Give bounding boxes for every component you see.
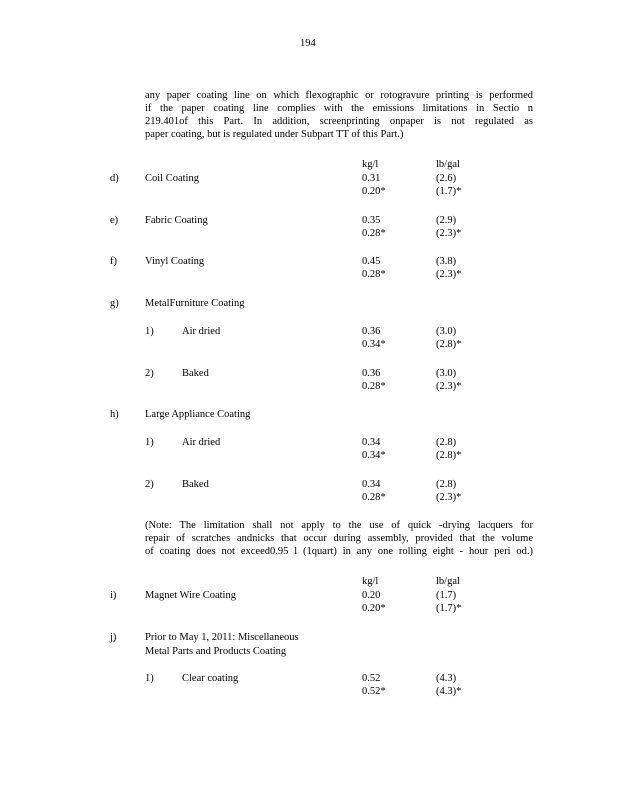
lb-value: (2.8) xyxy=(436,479,457,490)
kg-value: 0.20* xyxy=(362,186,386,197)
item-name-coil-coating: Coil Coating xyxy=(145,173,199,184)
kg-value: 0.31 xyxy=(362,173,381,184)
item-letter-g: g) xyxy=(110,298,119,309)
sub-number: 2) xyxy=(145,479,154,490)
sub-name-air-dried: Air dried xyxy=(182,326,221,337)
kg-value: 0.28* xyxy=(362,269,386,280)
kg-value: 0.34* xyxy=(362,339,386,350)
lb-value: (2.6) xyxy=(436,173,457,184)
kg-value: 0.28* xyxy=(362,381,386,392)
lb-value: (2.3)* xyxy=(436,381,462,392)
sub-number: 1) xyxy=(145,326,154,337)
item-letter-d: d) xyxy=(110,173,119,184)
kg-value: 0.34* xyxy=(362,450,386,461)
lb-value: (2.8) xyxy=(436,437,457,448)
item-letter-i: i) xyxy=(110,590,117,601)
kg-value: 0.36 xyxy=(362,326,381,337)
lb-value: (2.8)* xyxy=(436,450,462,461)
item-letter-j: j) xyxy=(110,632,117,643)
lb-value: (4.3)* xyxy=(436,686,462,697)
kg-value: 0.52* xyxy=(362,686,386,697)
kg-value: 0.34 xyxy=(362,479,381,490)
kg-value: 0.20* xyxy=(362,603,386,614)
lb-value: (2.3)* xyxy=(436,269,462,280)
item-letter-h: h) xyxy=(110,409,119,420)
sub-name-baked: Baked xyxy=(182,368,209,379)
intro-line: paper coating, but is regulated under Subpart TT of this Part.) xyxy=(145,129,404,140)
note-line: of coating does not exceed0.95 l (1quart) in any one rolling eight - hour peri od.) xyxy=(145,546,533,557)
kg-value: 0.45 xyxy=(362,256,381,267)
kg-column-header: kg/l xyxy=(362,576,379,587)
kg-column-header: kg/l xyxy=(362,159,379,170)
sub-name-baked: Baked xyxy=(182,479,209,490)
lb-column-header: lb/gal xyxy=(436,159,460,170)
lb-value: (2.9) xyxy=(436,215,457,226)
kg-value: 0.52 xyxy=(362,673,381,684)
intro-line: if the paper coating line complies with the emissions limitations in Sectio n xyxy=(145,103,533,114)
intro-line: any paper coating line on which flexographic or rotogravure printing is performed xyxy=(145,90,533,101)
lb-column-header: lb/gal xyxy=(436,576,460,587)
page-number: 194 xyxy=(300,38,316,49)
sub-name-air-dried: Air dried xyxy=(182,437,221,448)
item-name-magnet-wire-coating: Magnet Wire Coating xyxy=(145,590,236,601)
item-name-large-appliance-coating: Large Appliance Coating xyxy=(145,409,251,420)
item-name-misc-metal-parts-line2: Metal Parts and Products Coating xyxy=(145,646,287,657)
lb-value: (1.7)* xyxy=(436,186,462,197)
note-line: (Note: The limitation shall not apply to the use of quick -drying lacquers for xyxy=(145,520,533,531)
item-letter-f: f) xyxy=(110,256,117,267)
intro-line: 219.401of this Part. In addition, screenprinting onpaper is not regulated as xyxy=(145,116,533,127)
intro-paragraph xyxy=(145,89,533,141)
lb-value: (2.3)* xyxy=(436,492,462,503)
kg-value: 0.34 xyxy=(362,437,381,448)
lb-value: (3.8) xyxy=(436,256,457,267)
sub-number: 2) xyxy=(145,368,154,379)
lb-value: (2.8)* xyxy=(436,339,462,350)
lb-value: (3.0) xyxy=(436,368,457,379)
note-line: repair of scratches andnicks that occur during assembly, provided that the volume xyxy=(145,533,533,544)
lb-value: (4.3) xyxy=(436,673,457,684)
sub-name-clear-coating: Clear coating xyxy=(182,673,239,684)
item-name-misc-metal-parts-line1: Prior to May 1, 2011: Miscellaneous xyxy=(145,632,299,643)
lb-value: (2.3)* xyxy=(436,228,462,239)
sub-number: 1) xyxy=(145,437,154,448)
kg-value: 0.20 xyxy=(362,590,381,601)
kg-value: 0.35 xyxy=(362,215,381,226)
kg-value: 0.28* xyxy=(362,228,386,239)
note-paragraph xyxy=(145,519,533,558)
item-letter-e: e) xyxy=(110,215,119,226)
kg-value: 0.28* xyxy=(362,492,386,503)
sub-number: 1) xyxy=(145,673,154,684)
lb-value: (3.0) xyxy=(436,326,457,337)
lb-value: (1.7)* xyxy=(436,603,462,614)
lb-value: (1.7) xyxy=(436,590,457,601)
item-name-vinyl-coating: Vinyl Coating xyxy=(145,256,205,267)
item-name-fabric-coating: Fabric Coating xyxy=(145,215,208,226)
kg-value: 0.36 xyxy=(362,368,381,379)
item-name-metal-furniture-coating: MetalFurniture Coating xyxy=(145,298,245,309)
